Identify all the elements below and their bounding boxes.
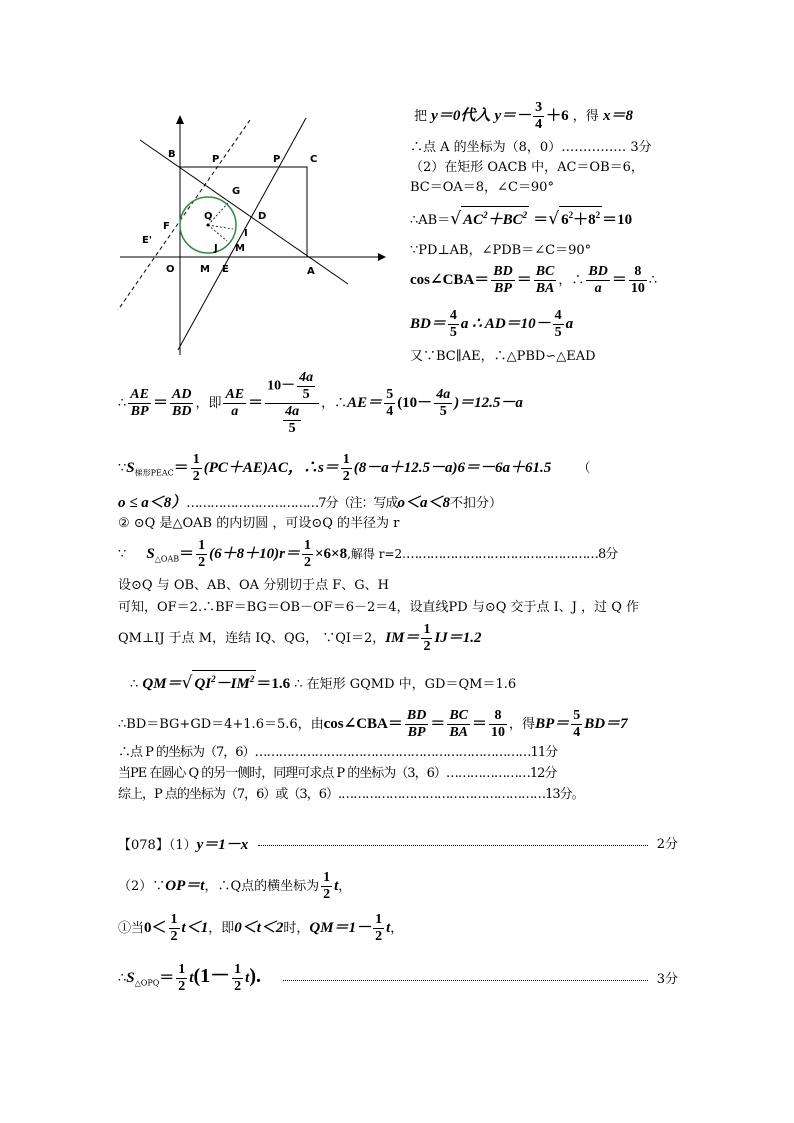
line-pd-perp: ∵PD⊥AB，∠PDB＝∠C＝90°: [410, 243, 592, 258]
math: cos∠CBA＝: [323, 716, 403, 732]
denominator: 4: [535, 117, 543, 132]
fraction-1-2j: [232, 962, 243, 995]
text: ，得: [572, 109, 599, 124]
text: ，: [390, 921, 404, 936]
text: ，∴: [321, 396, 348, 411]
line-area-opq: [118, 962, 678, 995]
numerator: 5: [573, 708, 581, 723]
fraction-ad-bd: [170, 387, 193, 420]
fraction-4-5: [448, 308, 459, 341]
geometry-figure: [110, 110, 400, 360]
fraction-1-2b: [341, 452, 352, 485]
math: S: [126, 970, 135, 986]
line-point-p2: 当PE 在圆心 Q 的另一侧时，同理可求点 P 的坐标为（3，6）…………………12分: [118, 766, 557, 781]
fraction-1-2d: [302, 538, 313, 571]
numerator: 4a: [285, 404, 300, 419]
label-p: P: [273, 154, 281, 165]
line-ab-length: ∴AB＝√ $AC^2+BC^2$ ＝√ $6^2+8^2 =10$: [410, 206, 632, 229]
math: ＋6: [546, 108, 569, 124]
numerator: 1: [323, 870, 331, 885]
line-domain: [118, 495, 502, 512]
math: 8: [588, 212, 596, 228]
label-b: B: [168, 149, 176, 160]
denominator: BP: [130, 404, 149, 419]
math: a ∴ AD＝10－: [460, 316, 551, 332]
text: ∴ 在矩形 GQMD 中，GD＝QM＝1.6: [294, 677, 517, 692]
math: BP＝: [535, 716, 570, 732]
compound-fraction: [265, 370, 319, 437]
label-e: E: [222, 264, 229, 275]
math: 10－: [267, 378, 296, 394]
text: ∵: [118, 461, 127, 476]
numerator: AE: [225, 387, 245, 402]
denominator: 5: [302, 387, 310, 402]
denominator: 2: [323, 887, 331, 902]
fraction-1-2: [191, 452, 202, 485]
text: 时，: [283, 921, 310, 936]
numerator: BC: [535, 264, 555, 279]
fraction-4-5b: [553, 308, 564, 341]
label-q: Q: [204, 211, 213, 222]
line-bc-oa: BC＝OA＝8，∠C＝90°: [410, 180, 554, 195]
fraction-bd-a: [586, 264, 609, 297]
fraction-ae-bp: [128, 387, 151, 420]
text: …………………………………………8分: [405, 547, 618, 562]
denominator: 5: [288, 421, 296, 436]
numerator: 1: [342, 452, 350, 467]
math: x＝8: [602, 108, 633, 124]
numerator: 8: [489, 708, 507, 725]
line-similar: 又∵BC∥AE，∴△PBD∽△EAD: [410, 349, 596, 364]
denominator: 2: [423, 639, 431, 654]
fraction-1-2h: [373, 912, 384, 945]
numerator: 1: [423, 622, 431, 637]
text: ，即: [208, 921, 235, 936]
point-q: [207, 224, 210, 227]
math: AC: [463, 212, 484, 228]
numerator: 1: [375, 912, 383, 927]
fraction-1-2i: [176, 962, 187, 995]
math: IM＝: [385, 630, 420, 646]
fraction-8-10b: [489, 708, 507, 741]
denominator: BA: [449, 725, 469, 740]
math: ＝: [173, 460, 189, 476]
subscript: △OAB: [154, 554, 180, 564]
denominator: 5: [554, 325, 562, 340]
line-rectangle: （2）在矩形 OACB 中，AC＝OB＝6，: [410, 160, 644, 175]
math: t: [245, 970, 250, 986]
numerator: 3: [535, 100, 543, 115]
line-078: [118, 837, 678, 854]
subscript: 梯形PEAC: [134, 468, 174, 478]
line-p-prime-e-prime: [118, 120, 250, 310]
denominator: a: [231, 404, 239, 419]
label-m2: M: [200, 264, 210, 275]
math: s＝: [317, 460, 339, 476]
line-trapezoid-area: [118, 452, 590, 485]
math: 0＜t＜2: [234, 920, 284, 936]
math: y＝－: [494, 108, 532, 124]
math: BD＝: [410, 316, 446, 332]
math: IJ＝1.2: [434, 630, 482, 646]
denominator: 10: [630, 281, 645, 296]
line-pe: [178, 118, 306, 350]
label-i: I: [244, 228, 248, 239]
denominator: 2: [234, 979, 242, 994]
line-tangent-points: 设⊙Q 与 OB、AB、OA 分别切于点 F、G、H: [118, 578, 390, 593]
denominator: 4: [573, 725, 581, 740]
numerator: 4: [554, 308, 562, 323]
fraction-bd-bp2: [405, 708, 428, 741]
math: t: [386, 920, 391, 936]
denominator: 5: [439, 404, 447, 419]
line-bd-ad: [410, 308, 573, 341]
fraction-1-2c: [196, 538, 207, 571]
line-qm-perp: [118, 622, 482, 655]
line-substitute-y: [414, 100, 633, 133]
math: (PC＋AE)AC，∴: [203, 460, 318, 476]
fraction-8-10: [629, 264, 647, 297]
math: cos∠CBA＝: [410, 272, 490, 288]
line-conclusion: 综上，P 点的坐标为（7，6）或（3，6）.……………………………………………13分。: [118, 787, 584, 802]
numerator: BD: [406, 708, 427, 723]
text: ,解得 r=2.: [347, 547, 406, 561]
denominator: BP: [494, 281, 512, 296]
numerator: 4: [449, 308, 457, 323]
numerator: BD: [493, 264, 513, 279]
sqrt-6-8: $6^2+8^2$: [559, 206, 602, 228]
math: 0＜: [144, 920, 167, 936]
denominator: 2: [198, 555, 206, 570]
math: OP＝t: [165, 878, 205, 894]
label-d: D: [258, 211, 267, 222]
text: 把: [414, 109, 428, 124]
math: ×6×8: [314, 546, 348, 562]
denominator: 2: [303, 555, 311, 570]
math: t＜1: [181, 920, 209, 936]
math: a: [565, 316, 574, 332]
line-qm-value: ∴ QM＝√ $QI^2-IM^2 =1.6$ ∴ 在矩形 GQMD 中，GD＝QM＝1.6: [130, 670, 516, 693]
denominator: a: [594, 281, 602, 296]
line-area-oab: [118, 538, 617, 571]
denominator: BP: [407, 725, 426, 740]
math: BD＝7: [584, 716, 628, 732]
math: ＝1.6: [256, 676, 291, 692]
denominator: BD: [171, 404, 192, 419]
text: （2）∵: [118, 879, 166, 894]
math: y＝1－x: [196, 837, 249, 853]
numerator: BD: [588, 264, 608, 279]
math: QM＝1－: [309, 920, 372, 936]
text: ，得: [509, 717, 536, 732]
sqrt-ac-bc: $AC^2+BC^2$: [461, 206, 529, 228]
fraction-4a-5: [434, 387, 452, 420]
numerator: BC: [449, 708, 469, 723]
fraction-3-4: [533, 100, 544, 133]
x-axis-arrow: [378, 253, 386, 261]
numerator: 8: [629, 264, 647, 281]
denominator: 2: [178, 979, 186, 994]
math: t: [189, 970, 194, 986]
text: ，即: [195, 396, 222, 411]
math: AE＝: [347, 395, 383, 411]
numerator: 1: [192, 452, 200, 467]
numerator: 1: [178, 962, 186, 977]
math: (8－a＋12.5－a)6＝－6a＋61.5: [353, 460, 552, 476]
line-bd-bp: ∴BD＝BG+GD＝4+1.6＝5.6，由cos∠CBA＝ $\frac{BD}{BP}$ ＝ $\frac{BC}{BA}$ ＝ $\frac{8}{10}$ ，得BP＝ $\frac{5}{4}$ BD＝7: [118, 708, 628, 740]
math: y＝0代入: [431, 108, 491, 124]
math: t: [334, 878, 339, 894]
math: (6＋8＋10)r＝: [209, 546, 300, 562]
numerator: 5: [386, 387, 394, 402]
fraction-5-4b: [571, 708, 582, 741]
problem-tag: 【078】（1）: [118, 838, 197, 853]
text: QM⊥IJ 于点 M，连结 IQ、QG， ∵QI＝2，: [118, 631, 386, 646]
score: 3分: [656, 972, 678, 987]
dotted-leader: [283, 980, 648, 981]
text: ∴: [118, 396, 127, 411]
math: QI: [194, 676, 212, 692]
math: o ≤ a＜8）: [118, 495, 187, 511]
numerator: 4a: [436, 387, 451, 402]
math: QM＝: [142, 676, 182, 692]
fraction-bc-ba2: [447, 708, 470, 741]
score: 2分: [656, 837, 678, 852]
sqrt-qi-im: $QI^2-IM^2$: [192, 670, 256, 692]
line-ae-ratio: ∴ $\frac{AE}{BP}$ ＝ $\frac{AD}{BD}$ ，即 $\frac{AE}{a}$ ＝ 10－ $\frac{4a}{5}$ $\frac{4a}{5}$ ，∴AE＝ $\frac{5}{4}$ (10－ $\frac{4a}{5}$ )＝12.5－a: [118, 370, 523, 436]
label-a: A: [307, 266, 315, 277]
numerator: AE: [130, 387, 149, 402]
label-g: G: [232, 186, 241, 197]
denominator: 5: [449, 325, 457, 340]
fraction-1-2g: [169, 912, 180, 945]
math: ＝: [179, 546, 195, 562]
numerator: 1: [170, 912, 178, 927]
label-m1: M: [235, 243, 245, 254]
text: ①当: [118, 921, 145, 936]
math: (10－: [397, 395, 433, 411]
text: ∴: [130, 677, 139, 692]
line-point-a: ∴点 A 的坐标为（8，0）…………… 3分: [410, 140, 652, 155]
line-cos-cba: cos∠CBA＝ $\frac{BD}{BP}$ ＝ $\frac{BC}{BA}$ ，∴ $\frac{BD}{a}$ ＝ $\frac{8}{10}$ ∴: [410, 264, 658, 296]
fraction-bc-ba: [534, 264, 557, 297]
denominator: 10: [491, 725, 506, 740]
math: S: [146, 546, 155, 562]
math: S: [126, 460, 135, 476]
label-j: J: [214, 243, 218, 254]
fraction-1-2e: [421, 622, 432, 655]
denominator: 2: [375, 929, 383, 944]
math: o＜a＜8: [397, 495, 451, 511]
line-incircle: ② ⊙Q 是△OAB 的内切圆 ，可设⊙Q 的半径为 r: [118, 516, 400, 531]
line-op-t: [118, 870, 351, 903]
text: ∵: [118, 547, 127, 562]
subscript: △OPQ: [134, 978, 160, 988]
dotted-leader: [258, 845, 648, 846]
text: ∴AB＝: [410, 213, 451, 228]
numerator: 1: [234, 962, 242, 977]
denominator: BA: [535, 281, 555, 296]
math: )＝12.5－a: [454, 395, 523, 411]
numerator: 4a: [299, 370, 314, 385]
label-f: F: [163, 221, 170, 232]
numerator: AD: [171, 387, 192, 402]
text: ，: [338, 879, 352, 894]
math: ＝: [159, 970, 175, 986]
denominator: 2: [192, 469, 200, 484]
math: (1－: [193, 965, 231, 987]
label-e-prime: E': [142, 235, 152, 246]
text: ，∴Q点的横坐标为: [204, 879, 320, 894]
y-axis-arrow: [176, 115, 184, 124]
fraction-ae-a: [223, 387, 246, 420]
denominator: 2: [170, 929, 178, 944]
line-bf-bg: 可知，OF＝2.∴BF＝BG＝OB－OF＝6－2＝4，设直线PD 与⊙Q 交于点 I、J ，过 Q 作: [118, 600, 640, 615]
fraction-1-2f: [321, 870, 332, 903]
math: 6: [561, 212, 569, 228]
math: IM: [230, 676, 250, 692]
line-case1: [118, 912, 403, 945]
text: ……………………………7分（注：写成: [186, 496, 398, 511]
fraction-bd-bp: [491, 264, 514, 297]
denominator: 2: [342, 469, 350, 484]
math: ＝: [248, 395, 264, 411]
text: （: [577, 461, 591, 476]
math: ).: [249, 965, 261, 987]
math: BC: [502, 212, 523, 228]
numerator: 1: [198, 538, 206, 553]
label-c: C: [310, 154, 318, 165]
line-point-p1: ∴点 P 的坐标为（7，6）……………………………………………………………11分: [118, 745, 558, 760]
label-p-prime: P: [212, 154, 220, 165]
text: 不扣分）: [450, 496, 503, 511]
denominator: 4: [386, 404, 394, 419]
text: ∴BD＝BG+GD＝4+1.6＝5.6，由: [118, 717, 324, 732]
numerator: 1: [303, 538, 311, 553]
fraction-5-4: [384, 387, 395, 420]
text: ∴: [118, 971, 127, 986]
math: ＝10: [602, 212, 633, 228]
label-o: O: [166, 264, 175, 275]
